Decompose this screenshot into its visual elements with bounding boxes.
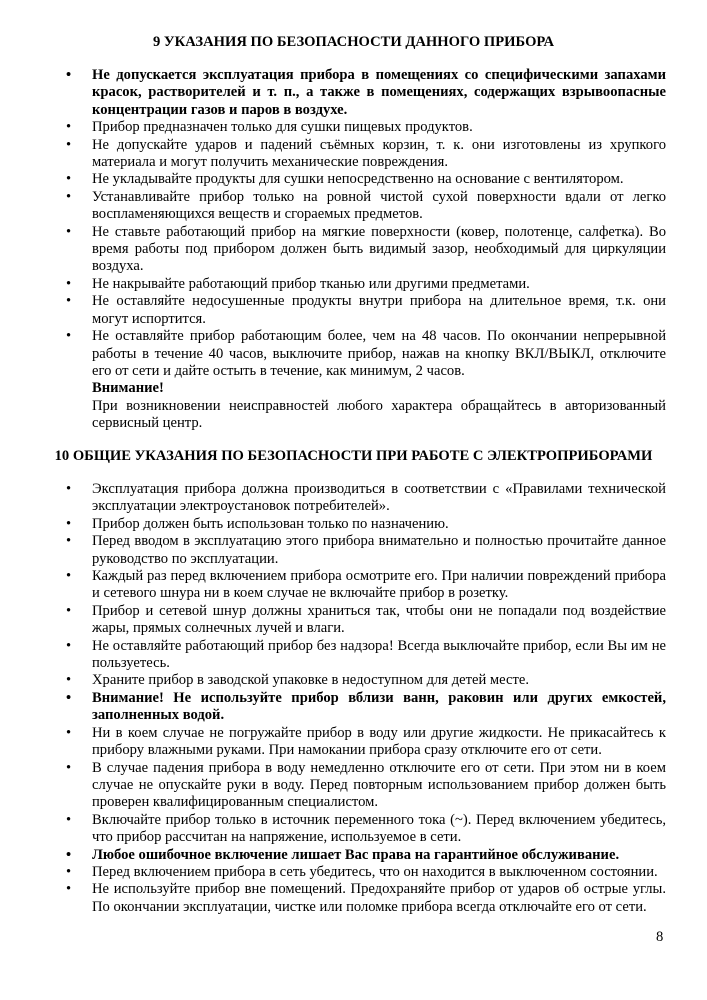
list-item: • Устанавливайте прибор только на ровной чистой сухой поверхности вдали от легко воспламеняющихся веществ и сгораемых предметов. <box>92 189 666 224</box>
list-item: • Не оставляйте работающий прибор без надзора! Всегда выключайте прибор, если Вы им не пользуетесь. <box>92 638 666 673</box>
list-item: • Не используйте прибор вне помещений. Предохраняйте прибор от ударов об острые углы. По окончании эксплуатации, чистке или поломке прибора всегда отключайте его от сети. <box>92 881 666 916</box>
list-item: • Не оставляйте прибор работающим более, чем на 48 часов. По окончании непрерывной работы в течение 40 часов, выключите прибор, нажав на кнопку ВКЛ/ВЫКЛ, отключите его от сети и дайте остыть в течение, как минимум, 2 часов. <box>92 328 666 380</box>
list-item: • Прибор предназначен только для сушки пищевых продуктов. <box>92 119 666 136</box>
warning-note-text: При возникновении неисправностей любого характера обращайтесь в авторизованный сервисный центр. <box>92 397 666 432</box>
warning-note <box>92 380 666 432</box>
list-item: • Включайте прибор только в источник переменного тока (~). Перед включением убедитесь, что прибор рассчитан на напряжение, используемое в сети. <box>92 812 666 847</box>
list-item: • Ни в коем случае не погружайте прибор в воду или другие жидкости. Не прикасайтесь к прибору влажными руками. При намокании прибора сразу отключите его от сети. <box>92 725 666 760</box>
list-item: • Не укладывайте продукты для сушки непосредственно на основание с вентилятором. <box>92 171 666 188</box>
warning-note-title: Внимание! <box>92 380 164 397</box>
list-item: • Храните прибор в заводской упаковке в недоступном для детей месте. <box>92 672 666 689</box>
list-item: • Не оставляйте недосушенные продукты внутри прибора на длительное время, т.к. они могут испортится. <box>92 293 666 328</box>
list-item: • Эксплуатация прибора должна производиться в соответствии с «Правилами технической эксплуатации электроустановок потребителей». <box>92 481 666 516</box>
list-item: • Не ставьте работающий прибор на мягкие поверхности (ковер, полотенце, салфетка). Во время работы под прибором должен быть видимый зазор, необходимый для циркуляции воздуха. <box>92 224 666 276</box>
list-item: • Не накрывайте работающий прибор тканью или другими предметами. <box>92 276 666 293</box>
list-item: • Перед включением прибора в сеть убедитесь, что он находится в выключенном состоянии. <box>92 864 666 881</box>
list-item: • Перед вводом в эксплуатацию этого прибора внимательно и полностью прочитайте данное руководство по эксплуатации. <box>92 533 666 568</box>
list-item: • Внимание! Не используйте прибор вблизи ванн, раковин или других емкостей, заполненных водой. <box>92 690 666 725</box>
list-item: • Каждый раз перед включением прибора осмотрите его. При наличии повреждений прибора и сетевого шнура ни в коем случае не включайте прибор в розетку. <box>92 568 666 603</box>
list-item: • Прибор и сетевой шнур должны храниться так, чтобы они не попадали под воздействие жары, прямых солнечных лучей и влаги. <box>92 603 666 638</box>
list-item: • Любое ошибочное включение лишает Вас права на гарантийное обслуживание. <box>92 847 666 864</box>
list-item: • Не допускается эксплуатация прибора в помещениях со специфическими запахами красок, растворителей и т. п., а также в помещениях, содержащих взрывоопасные концентрации газов и паров в воздухе. <box>92 67 666 119</box>
page-number: 8 <box>656 929 664 945</box>
list-item: • Не допускайте ударов и падений съёмных корзин, т. к. они изготовлены из хрупкого материала и могут получить механические повреждения. <box>92 137 666 172</box>
section-9-heading: 9 УКАЗАНИЯ ПО БЕЗОПАСНОСТИ ДАННОГО ПРИБОРА <box>152 34 555 50</box>
section-10-heading: 10 ОБЩИЕ УКАЗАНИЯ ПО БЕЗОПАСНОСТИ ПРИ РАБОТЕ С ЭЛЕКТРОПРИБОРАМИ <box>54 448 653 464</box>
list-item: • Прибор должен быть использован только по назначению. <box>92 516 666 533</box>
section-10-list <box>92 481 666 916</box>
section-9-list <box>92 67 666 433</box>
list-item: • В случае падения прибора в воду немедленно отключите его от сети. При этом ни в коем случае не опускайте руки в воду. Перед повторным использованием прибор должен быть проверен квалифицированным специалистом. <box>92 760 666 812</box>
